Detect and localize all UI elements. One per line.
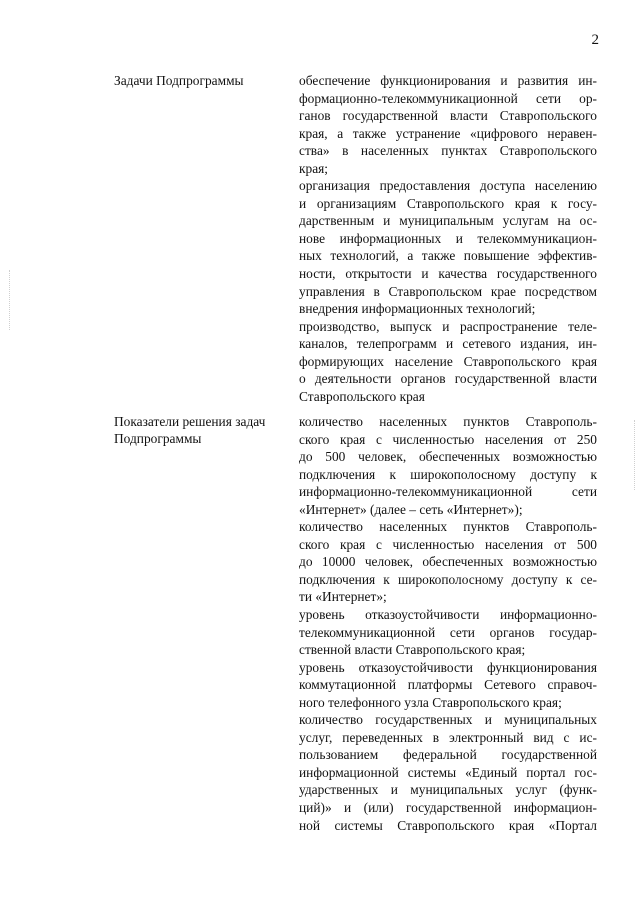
- content-line: уровень отказоустойчивости информационно-: [299, 607, 597, 623]
- content-line: ства» в населенных пунктах Ставропольского: [299, 143, 597, 159]
- content-line: ственной власти Ставропольского края;: [299, 642, 526, 658]
- scan-artifact-left: [9, 270, 10, 330]
- content-line: о деятельности органов государственной власти: [299, 371, 597, 387]
- content-line: производство, выпуск и распространение теле-: [299, 318, 597, 334]
- content-line: до 10000 человек, обеспеченных возможностью: [299, 554, 597, 570]
- content-line: каналов, телепрограмм и сетевого издания, ин-: [299, 336, 597, 352]
- row-content: [299, 413, 597, 834]
- content-line: количество населенных пунктов Ставрополь-: [299, 414, 597, 429]
- content-line: управления в Ставропольском крае посредством: [299, 283, 597, 299]
- content-line: количество населенных пунктов Ставрополь-: [299, 519, 597, 535]
- content-line: услуг, переведенных в электронный вид с ис-: [299, 729, 597, 745]
- content-line: дарственным и муниципальным услугам на ос-: [299, 213, 597, 229]
- content-line: подключения к широкополосному доступу к: [299, 466, 597, 482]
- content-line: подключения к широкополосному доступу к се-: [299, 571, 597, 587]
- label-line: Показатели решения задач: [114, 414, 266, 429]
- content-line: формирующих население Ставропольского края: [299, 353, 597, 369]
- label-line: Подпрограммы: [114, 431, 202, 446]
- scan-artifact-right: [634, 420, 635, 490]
- content-line: организация предоставления доступа населению: [299, 178, 597, 194]
- content-line: Ставропольского края: [299, 388, 425, 404]
- content-line: пользованием федеральной государственной: [299, 747, 597, 763]
- row-label: [114, 413, 294, 447]
- content-line: нове информационных и телекоммуникацион-: [299, 230, 597, 246]
- content-line: ной системы Ставропольского края «Портал: [299, 817, 597, 833]
- content-line: внедрения информационных технологий;: [299, 301, 536, 317]
- content-line: ных технологий, а также повышение эффектив-: [299, 248, 597, 264]
- content-line: ского края с численностью населения от 500: [299, 536, 597, 552]
- content-line: «Интернет» (далее – сеть «Интернет»);: [299, 501, 523, 517]
- page-number: 2: [591, 32, 599, 48]
- row-label: [114, 72, 294, 89]
- content-line: края;: [299, 160, 329, 176]
- content-line: информационной системы «Единый портал гос-: [299, 764, 597, 780]
- content-line: формационно-телекоммуникационной сети ор-: [299, 90, 597, 106]
- content-line: ударственных и муниципальных услуг (функ-: [299, 782, 597, 798]
- content-line: ций)» и (или) государственной информацион-: [299, 800, 597, 816]
- content-line: ного телефонного узла Ставропольского края;: [299, 694, 562, 710]
- label-line: Задачи Подпрограммы: [114, 73, 244, 88]
- content-line: ности, открытости и качества государственного: [299, 266, 597, 282]
- content-line: до 500 человек, обеспеченных возможностью: [299, 449, 597, 465]
- content-line: ганов государственной власти Ставропольского: [299, 108, 597, 124]
- content-line: уровень отказоустойчивости функционирования: [299, 659, 597, 675]
- row-content: [299, 72, 597, 405]
- content-line: ского края с численностью населения от 250: [299, 431, 597, 447]
- content-line: обеспечение функционирования и развития ин-: [299, 73, 597, 88]
- content-line: и организациям Ставропольского края к госу-: [299, 195, 597, 211]
- content-line: информационно-телекоммуникационной сети: [299, 484, 597, 500]
- content-line: ти «Интернет»;: [299, 589, 387, 605]
- content-line: количество государственных и муниципальных: [299, 712, 597, 728]
- content-line: телекоммуникационной сети органов государ-: [299, 624, 597, 640]
- content-line: коммутационной платформы Сетевого справоч-: [299, 677, 597, 693]
- content-line: края, а также устранение «цифрового неравен-: [299, 125, 597, 141]
